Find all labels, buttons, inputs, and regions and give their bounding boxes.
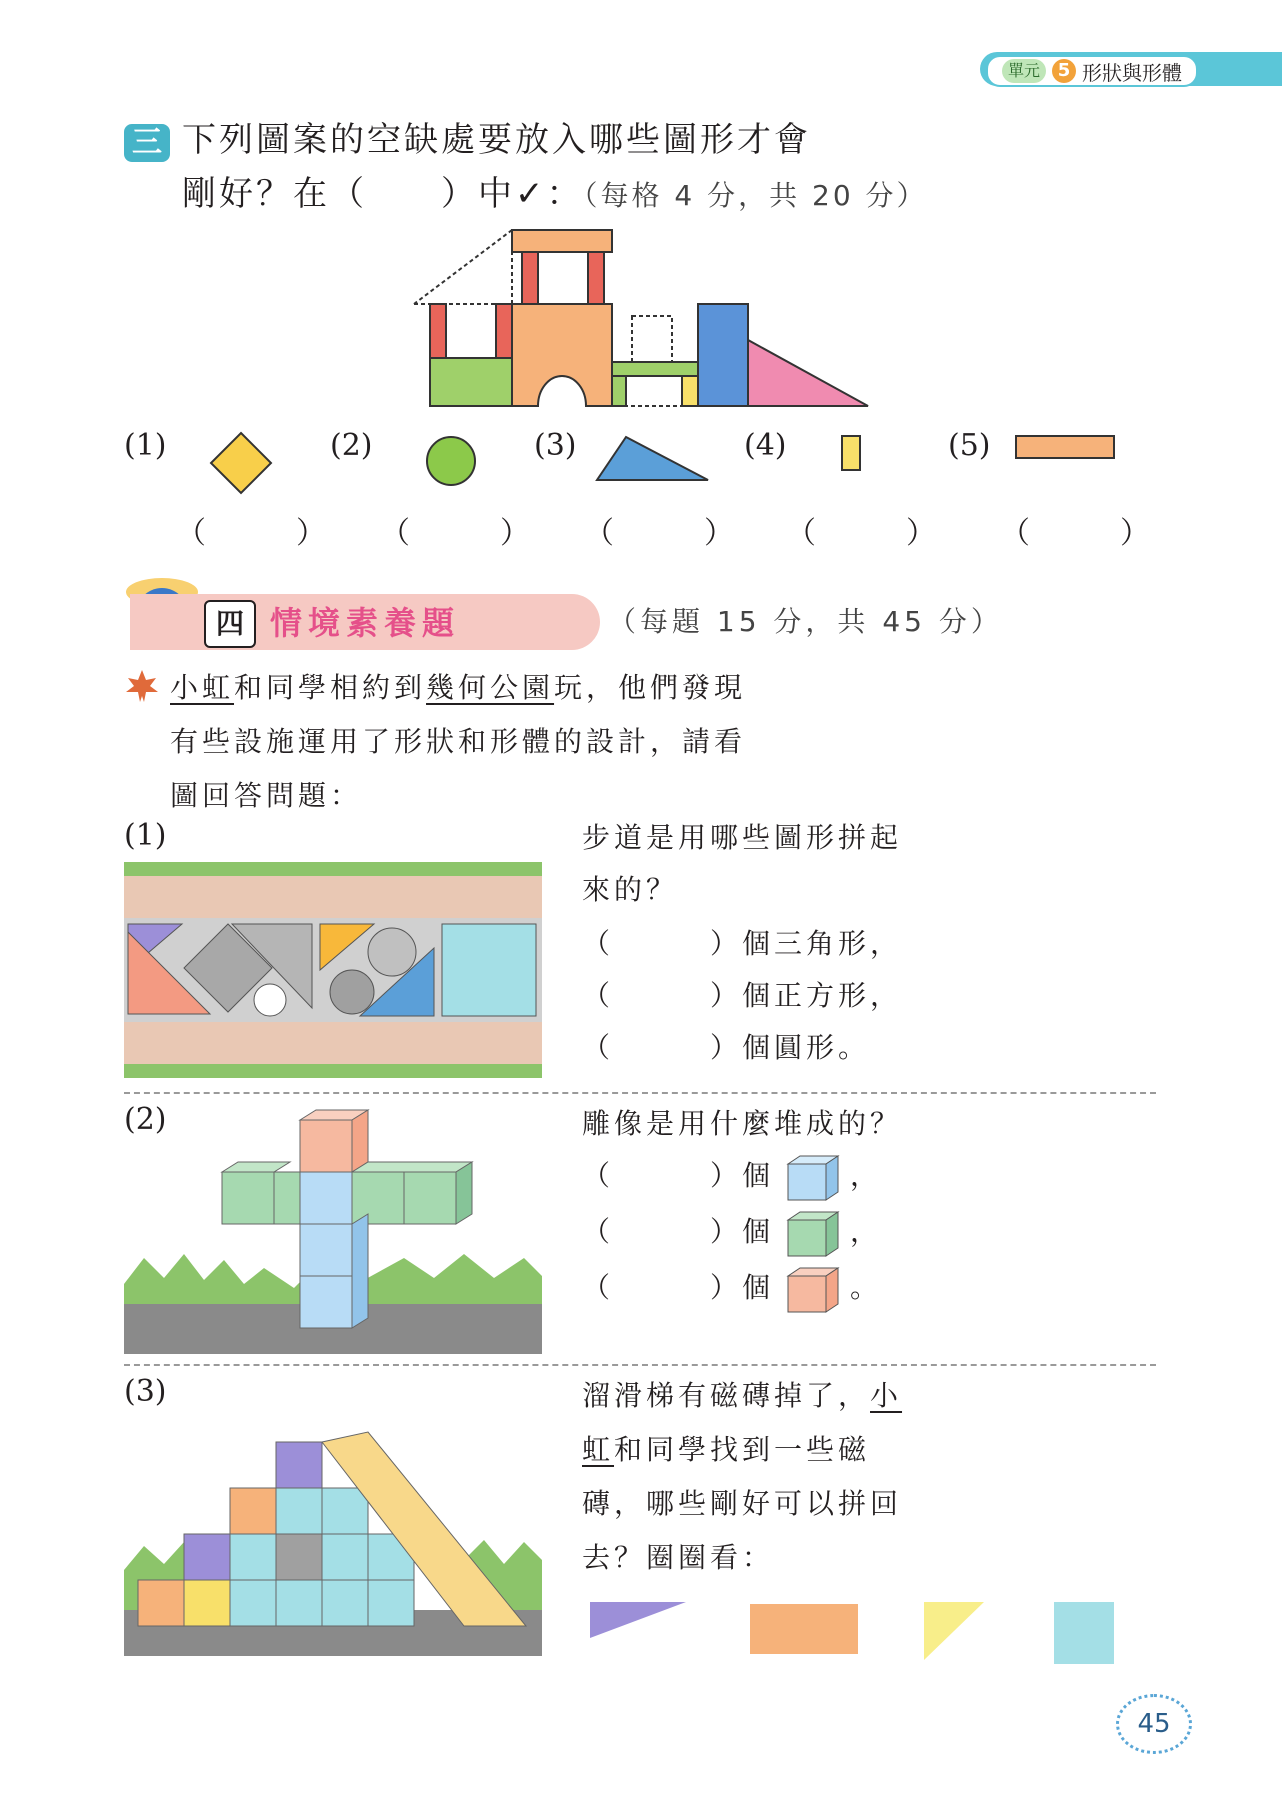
teal-square-tile[interactable] <box>1052 1600 1116 1666</box>
q2-blank-3[interactable]: （ ） <box>582 1271 743 1304</box>
q2-answer-line1 <box>582 1150 774 1202</box>
check-mark-icon: ✓ <box>515 174 547 214</box>
diamond-shape-icon <box>208 430 274 496</box>
answer-blank-3[interactable]: （ ） <box>584 516 734 551</box>
answer-blank-4[interactable]: （ ） <box>786 516 936 551</box>
unit-label <box>986 55 1198 87</box>
unit-title: 形狀與形體 <box>1082 60 1183 85</box>
option-label-5: (5) <box>948 428 991 463</box>
section3-badge: 三 <box>124 124 170 162</box>
q1-question-line2: 來的？ <box>582 873 679 906</box>
unit-tab <box>980 52 1282 86</box>
option-label-1: (1) <box>124 428 167 463</box>
q2-answer-line2 <box>582 1206 774 1258</box>
q3-label: (3) <box>124 1374 167 1409</box>
answer-blank-5[interactable]: （ ） <box>1000 516 1150 551</box>
intro-line1 <box>170 662 746 714</box>
q3-line1 <box>582 1370 902 1422</box>
q3-line4: 去？圈圈看： <box>582 1541 775 1574</box>
section4-badge: 四 <box>204 600 256 648</box>
intro-line2: 有些設施運用了形狀和形體的設計，請看 <box>170 725 747 758</box>
yellow-triangle-tile[interactable] <box>922 1600 986 1662</box>
q1-text-3: 個圓形。 <box>742 1031 871 1064</box>
q3-text-2: 和同學找到一些磁 <box>614 1433 871 1466</box>
q1-blank-3[interactable]: （ ） <box>582 1031 743 1064</box>
small-rectangle-icon <box>840 434 864 474</box>
q1-blank-1[interactable]: （ ） <box>582 927 743 960</box>
q2-text-3: 個 <box>742 1271 775 1304</box>
intro-place: 幾何公園 <box>426 671 555 704</box>
slide-picture <box>124 1430 542 1656</box>
walkway-picture <box>124 862 542 1078</box>
block-building-picture <box>400 228 880 414</box>
q1-text-1: 個三角形， <box>742 927 903 960</box>
q1-answer-line2 <box>582 970 902 1022</box>
section4-score: （每題 15 分，共 45 分） <box>608 605 1003 638</box>
q3-text-1: 溜滑梯有磁磚掉了， <box>582 1379 871 1412</box>
blue-cube-icon <box>786 1154 842 1202</box>
q2-answer-line3 <box>582 1262 774 1314</box>
section3-colon: ： <box>546 174 584 214</box>
q3-line2 <box>582 1424 870 1476</box>
intro-text-a: 和同學相約到 <box>234 671 427 704</box>
q2-end-2: ， <box>850 1215 883 1248</box>
long-rectangle-icon <box>1014 434 1118 462</box>
q2-blank-1[interactable]: （ ） <box>582 1159 743 1192</box>
q2-text-2: 個 <box>742 1215 775 1248</box>
q2-label: (2) <box>124 1102 167 1137</box>
q1-label: (1) <box>124 818 167 853</box>
section3-line2 <box>182 168 928 222</box>
answer-blank-1[interactable]: （ ） <box>176 516 326 551</box>
q2-text-1: 個 <box>742 1159 775 1192</box>
option-label-2: (2) <box>330 428 373 463</box>
intro-line3: 圖回答問題： <box>170 779 363 812</box>
q3-name-2: 虹 <box>582 1433 615 1466</box>
q1-text-2: 個正方形， <box>742 979 903 1012</box>
circle-shape-icon <box>424 434 478 488</box>
section4-title: 情境素養題 <box>270 604 461 642</box>
green-cube-icon <box>786 1210 842 1258</box>
intro-name: 小虹 <box>170 671 235 704</box>
q2-end-3: 。 <box>850 1271 883 1304</box>
divider-2 <box>124 1364 1156 1366</box>
q1-answer-line1 <box>582 918 902 970</box>
q1-answer-line3 <box>582 1022 870 1074</box>
section3-line2-text: 剛好？在（ ）中 <box>182 174 515 214</box>
q3-name-1: 小 <box>870 1379 903 1412</box>
page-number: 45 <box>1116 1694 1192 1754</box>
q2-end-1: ， <box>850 1159 883 1192</box>
intro-text-b: 玩，他們發現 <box>554 671 747 704</box>
q2-question: 雕像是用什麼堆成的？ <box>582 1107 903 1140</box>
cube-statue-picture <box>124 1108 542 1354</box>
q3-line3: 磚，哪些剛好可以拼回 <box>582 1487 903 1520</box>
triangle-shape-icon <box>594 434 712 484</box>
section3-score: （每格 4 分，共 20 分） <box>583 179 928 212</box>
q2-blank-2[interactable]: （ ） <box>582 1215 743 1248</box>
q1-blank-2[interactable]: （ ） <box>582 979 743 1012</box>
purple-triangle-tile[interactable] <box>588 1600 688 1640</box>
maple-leaf-icon <box>124 668 160 704</box>
option-label-3: (3) <box>534 428 577 463</box>
divider-1 <box>124 1092 1156 1094</box>
answer-blank-2[interactable]: （ ） <box>380 516 530 551</box>
unit-prefix: 單元 <box>1002 59 1046 83</box>
peach-cube-icon <box>786 1266 842 1314</box>
unit-number: 5 <box>1052 59 1076 83</box>
option-label-4: (4) <box>744 428 787 463</box>
orange-rectangle-tile[interactable] <box>748 1602 860 1656</box>
section3-line1: 下列圖案的空缺處要放入哪些圖形才會 <box>182 120 811 160</box>
q1-question-line1: 步道是用哪些圖形拼起 <box>582 821 903 854</box>
